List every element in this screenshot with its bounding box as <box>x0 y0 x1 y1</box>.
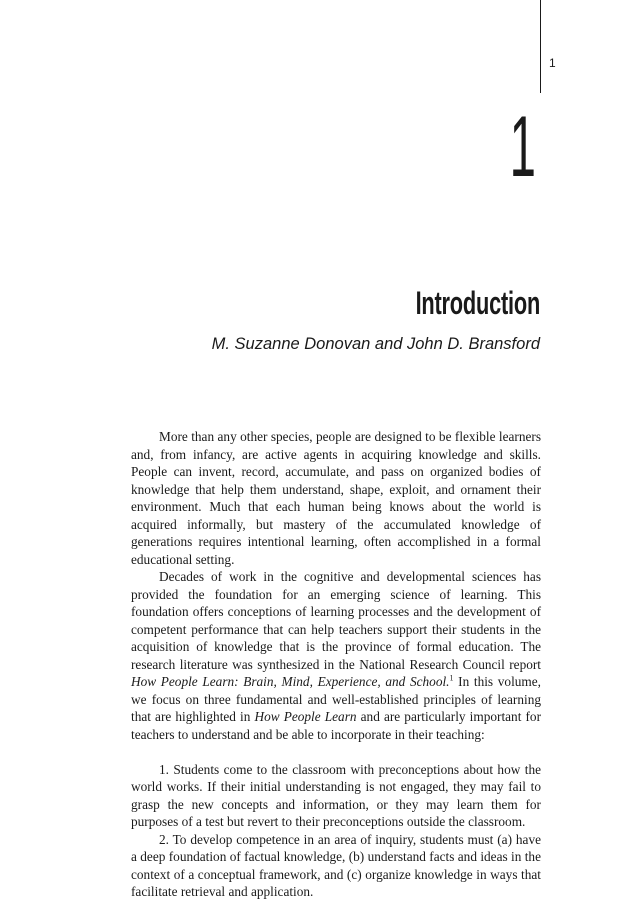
paragraph-2-part-c: and are particularly important for teachers to understand and be able to incorporate in their teaching: <box>131 709 541 742</box>
book-title-reference: How People Learn: Brain, Mind, Experience, and School. <box>131 674 450 689</box>
paragraph-2-part-b: In this volume, we focus on three fundamental and well-established principles of learning that are highlighted in <box>131 674 541 724</box>
paragraph-1: More than any other species, people are designed to be flexible learners and, from infancy, are active agents in acquiring knowledge and skills. People can invent, record, accumulate, and pass on organized bodies of knowledge that help them understand, shape, exploit, and ornament their environment. Much that each human being knows about the world is acquired informally, but mastery of the accumulated knowledge of generations requires intentional learning, often accomplished in a formal educational setting. <box>131 429 541 567</box>
page-number: 1 <box>549 56 556 70</box>
book-title-short-reference: How People Learn <box>254 709 357 724</box>
paragraph-2-part-a: Decades of work in the cognitive and developmental sciences has provided the foundation for an emerging science of learning. This foundation offers conceptions of learning processes and the development of competent performance that can help teachers support their students in the acquisition of knowledge that is the province of formal education. The research literature was synthesized in the National Research Council report <box>131 569 541 672</box>
chapter-authors: M. Suzanne Donovan and John D. Bransford <box>211 335 540 353</box>
list-item-2: 2. To develop competence in an area of inquiry, students must (a) have a deep foundation of factual knowledge, (b) understand facts and ideas in the context of a conceptual framework, and (c) organize knowledge in ways that facilitate retrieval and application. <box>131 831 541 899</box>
paragraph-2 <box>131 568 541 743</box>
chapter-title: Introduction <box>415 285 540 321</box>
footnote-marker: 1 <box>449 673 454 683</box>
body-text <box>131 428 541 901</box>
page-top-rule <box>540 0 541 93</box>
list-item-1: 1. Students come to the classroom with preconceptions about how the world works. If their initial understanding is not engaged, they may fail to grasp the new concepts and information, or they may learn them for purposes of a test but revert to their preconceptions outside the classroom. <box>131 761 541 829</box>
paragraph-gap <box>131 743 541 761</box>
chapter-number: 1 <box>509 99 536 195</box>
